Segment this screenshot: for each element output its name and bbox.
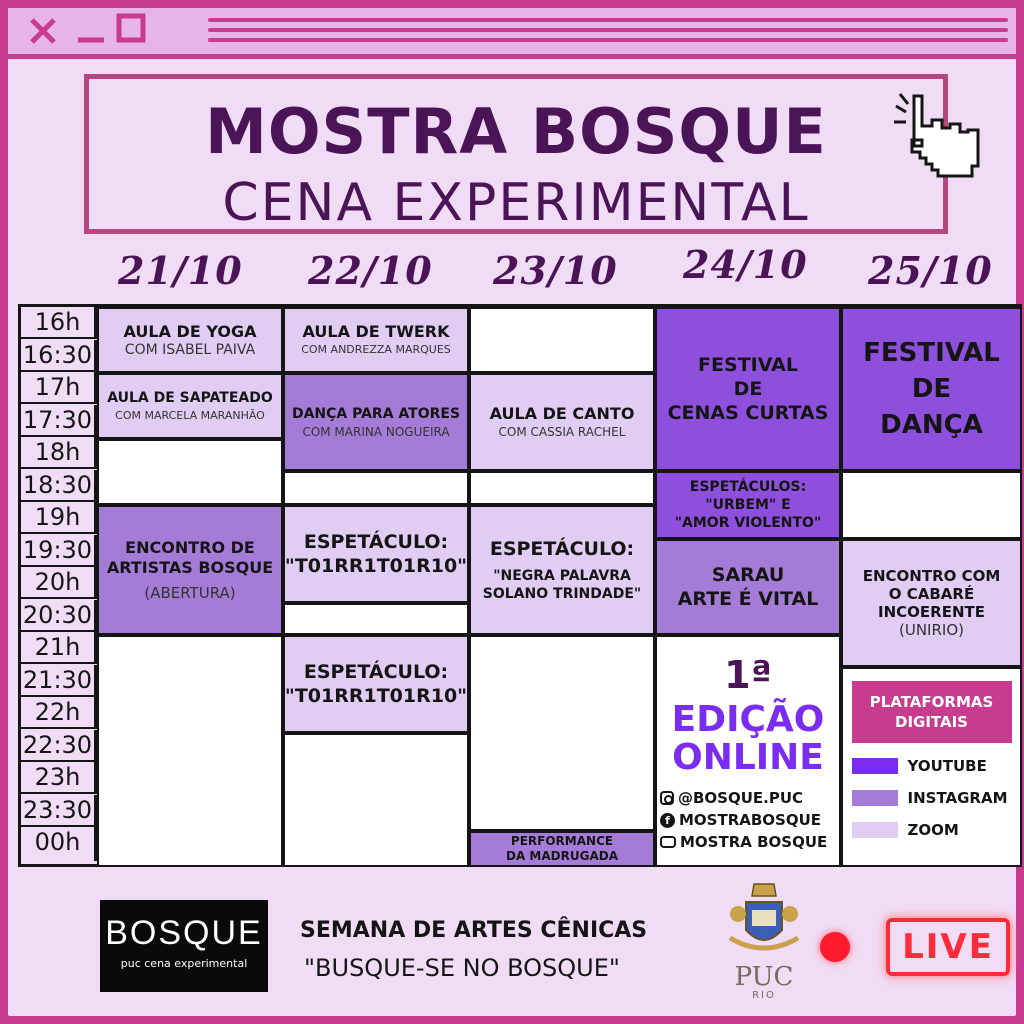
- event-aula-canto: [469, 373, 655, 471]
- event-title: AULA DE TWERK: [302, 322, 450, 341]
- titlebar-stripe: [208, 28, 1008, 32]
- event-espetaculo-1: [283, 505, 469, 603]
- empty-slot: [469, 471, 655, 505]
- event-title-line: DA MADRUGADA: [506, 849, 618, 863]
- facebook-text: MOSTRABOSQUE: [679, 811, 822, 829]
- empty-slot: [841, 471, 1022, 539]
- page-title: MOSTRA BOSQUE: [205, 95, 827, 168]
- live-label: LIVE: [902, 927, 994, 967]
- puc-rio-logo: [724, 880, 804, 1010]
- event-danca-atores: [283, 373, 469, 471]
- facebook-icon: f: [660, 813, 675, 828]
- facebook-handle[interactable]: [660, 809, 836, 831]
- legend-title: DIGITAIS: [895, 713, 968, 731]
- slogan: "BUSQUE-SE NO BOSQUE": [304, 954, 620, 982]
- event-festival-danca: [841, 307, 1022, 471]
- time-slot: 19:30: [21, 535, 97, 567]
- time-slot: 20h: [21, 567, 97, 599]
- day-label-23: 23/10: [493, 248, 618, 293]
- time-slot: 00h: [21, 827, 97, 861]
- event-title-line: "NEGRA PALAVRA: [493, 568, 631, 584]
- event-subtitle: COM CASSIA RACHEL: [498, 425, 626, 439]
- page-subtitle: CENA EXPERIMENTAL: [222, 173, 810, 233]
- event-subtitle: COM ANDREZZA MARQUES: [301, 343, 451, 356]
- event-title-line: DE: [911, 374, 952, 404]
- poster-frame: [8, 8, 1016, 1016]
- event-title-line: SARAU: [711, 564, 785, 586]
- instagram-handle[interactable]: [660, 787, 836, 809]
- event-espetaculos-urbem: [655, 471, 841, 539]
- titlebar-stripe: [208, 38, 1008, 42]
- event-title: DANÇA PARA ATORES: [291, 406, 461, 422]
- event-title-line: INCOERENTE: [878, 603, 985, 621]
- legend-label: INSTAGRAM: [907, 789, 1008, 807]
- day-label-25: 25/10: [868, 248, 993, 293]
- title-box: [84, 74, 948, 234]
- empty-slot: [97, 439, 283, 505]
- event-encontro-artistas: [97, 505, 283, 635]
- edition-label: ONLINE: [672, 737, 824, 778]
- event-espetaculo-2: [283, 635, 469, 733]
- record-dot-icon: [820, 932, 850, 962]
- event-week-title: SEMANA DE ARTES CÊNICAS: [300, 918, 648, 943]
- event-title-line: ESPETÁCULO:: [303, 661, 449, 683]
- legend-swatch: [852, 822, 898, 838]
- event-title-line: FESTIVAL: [863, 338, 1000, 368]
- time-slot: 22:30: [21, 730, 97, 762]
- bosque-logo: [100, 900, 268, 992]
- event-title: AULA DE YOGA: [123, 322, 257, 341]
- event-aula-twerk: [283, 307, 469, 373]
- edition-number: 1ª: [724, 653, 772, 697]
- event-title-line: DE: [733, 378, 763, 400]
- empty-slot: [97, 635, 283, 867]
- edition-label: EDIÇÃO: [671, 699, 825, 740]
- legend-label: YOUTUBE: [907, 757, 987, 775]
- event-title-line: ENCONTRO DE: [125, 538, 255, 557]
- time-slot: 17:30: [21, 405, 97, 437]
- hand-cursor-icon: [892, 90, 1002, 198]
- youtube-handle[interactable]: [660, 831, 836, 853]
- time-slot: 16:30: [21, 340, 97, 372]
- logo-text: BOSQUE: [105, 914, 263, 952]
- time-slot: 16h: [21, 307, 97, 339]
- youtube-icon: [660, 836, 676, 848]
- event-title-line: PERFORMANCE: [510, 834, 614, 848]
- legend-item-youtube: [852, 757, 1012, 775]
- legend-item-instagram: [852, 789, 1012, 807]
- time-slot: 22h: [21, 697, 97, 729]
- event-performance-madrugada: [469, 831, 655, 867]
- event-title-line: ESPETÁCULO:: [303, 531, 449, 553]
- event-subtitle: COM MARINA NOGUEIRA: [302, 425, 450, 439]
- event-subtitle: (ABERTURA): [144, 584, 236, 602]
- legend-header: [852, 681, 1012, 743]
- youtube-text: MOSTRA BOSQUE: [680, 833, 828, 851]
- puc-crest-icon: [724, 880, 804, 960]
- event-title-line: "AMOR VIOLENTO": [674, 515, 822, 531]
- day-label-21: 21/10: [118, 248, 243, 293]
- time-slot: 17h: [21, 372, 97, 404]
- event-title: AULA DE CANTO: [489, 404, 635, 423]
- day-label-24: 24/10: [683, 242, 808, 287]
- logo-subtext: puc cena experimental: [120, 957, 248, 970]
- puc-text: PUC: [734, 962, 794, 992]
- rio-text: RIO: [752, 990, 776, 1001]
- event-title-line: ESPETÁCULO:: [489, 538, 635, 560]
- legend-swatch: [852, 758, 898, 774]
- event-subtitle: COM MARCELA MARANHÃO: [115, 409, 265, 422]
- online-edition-panel: [655, 635, 841, 867]
- event-cabare-incoerente: [841, 539, 1022, 667]
- event-title-line: "URBEM" E: [705, 497, 791, 513]
- instagram-icon: [660, 791, 674, 805]
- legend-label: ZOOM: [907, 821, 959, 839]
- event-title-line: CENAS CURTAS: [667, 402, 829, 424]
- event-sarau: [655, 539, 841, 635]
- schedule-grid: [18, 304, 1022, 867]
- window-titlebar: [8, 8, 1016, 59]
- event-title-line: FESTIVAL: [698, 354, 798, 376]
- event-title-line: DANÇA: [880, 410, 983, 440]
- time-slot: 21:30: [21, 665, 97, 697]
- event-aula-yoga: [97, 307, 283, 373]
- event-title-line: ENCONTRO COM: [862, 567, 1001, 585]
- legend-swatch: [852, 790, 898, 806]
- event-title-line: SOLANO TRINDADE": [482, 586, 642, 602]
- empty-slot: [283, 733, 469, 867]
- empty-slot: [469, 307, 655, 373]
- live-badge: [886, 918, 1010, 976]
- event-title-line: ESPETÁCULOS:: [689, 479, 807, 495]
- empty-slot: [283, 603, 469, 635]
- maximize-icon: [114, 10, 150, 50]
- day-label-22: 22/10: [308, 248, 433, 293]
- time-slot: 21h: [21, 632, 97, 664]
- event-festival-cenas-curtas: [655, 307, 841, 471]
- minimize-icon: [74, 12, 110, 52]
- titlebar-stripe: [208, 18, 1008, 22]
- instagram-text: @BOSQUE.PUC: [678, 789, 804, 807]
- legend-item-zoom: [852, 821, 1012, 839]
- event-aula-sapateado: [97, 373, 283, 439]
- time-slot: 20:30: [21, 600, 97, 632]
- time-slot: 18:30: [21, 470, 97, 502]
- event-title-line: "T01RR1T01R10": [284, 685, 468, 707]
- event-title-line: "T01RR1T01R10": [284, 555, 468, 577]
- time-slot: 23h: [21, 762, 97, 794]
- event-title-line: O CABARÉ: [888, 585, 975, 603]
- event-title-line: ARTE É VITAL: [677, 588, 819, 610]
- empty-slot: [283, 471, 469, 505]
- event-subtitle: COM ISABEL PAIVA: [124, 342, 256, 358]
- event-title: AULA DE SAPATEADO: [107, 390, 273, 406]
- platforms-legend: [841, 667, 1022, 867]
- event-negra-palavra: [469, 505, 655, 635]
- event-title-line: ARTISTAS BOSQUE: [106, 558, 274, 577]
- empty-slot: [469, 635, 655, 831]
- legend-title: PLATAFORMAS: [869, 693, 994, 711]
- time-slot: 23:30: [21, 795, 97, 827]
- time-slot: 19h: [21, 502, 97, 534]
- time-slot: 18h: [21, 437, 97, 469]
- close-icon: [26, 12, 62, 52]
- event-subtitle: (UNIRIO): [899, 621, 964, 639]
